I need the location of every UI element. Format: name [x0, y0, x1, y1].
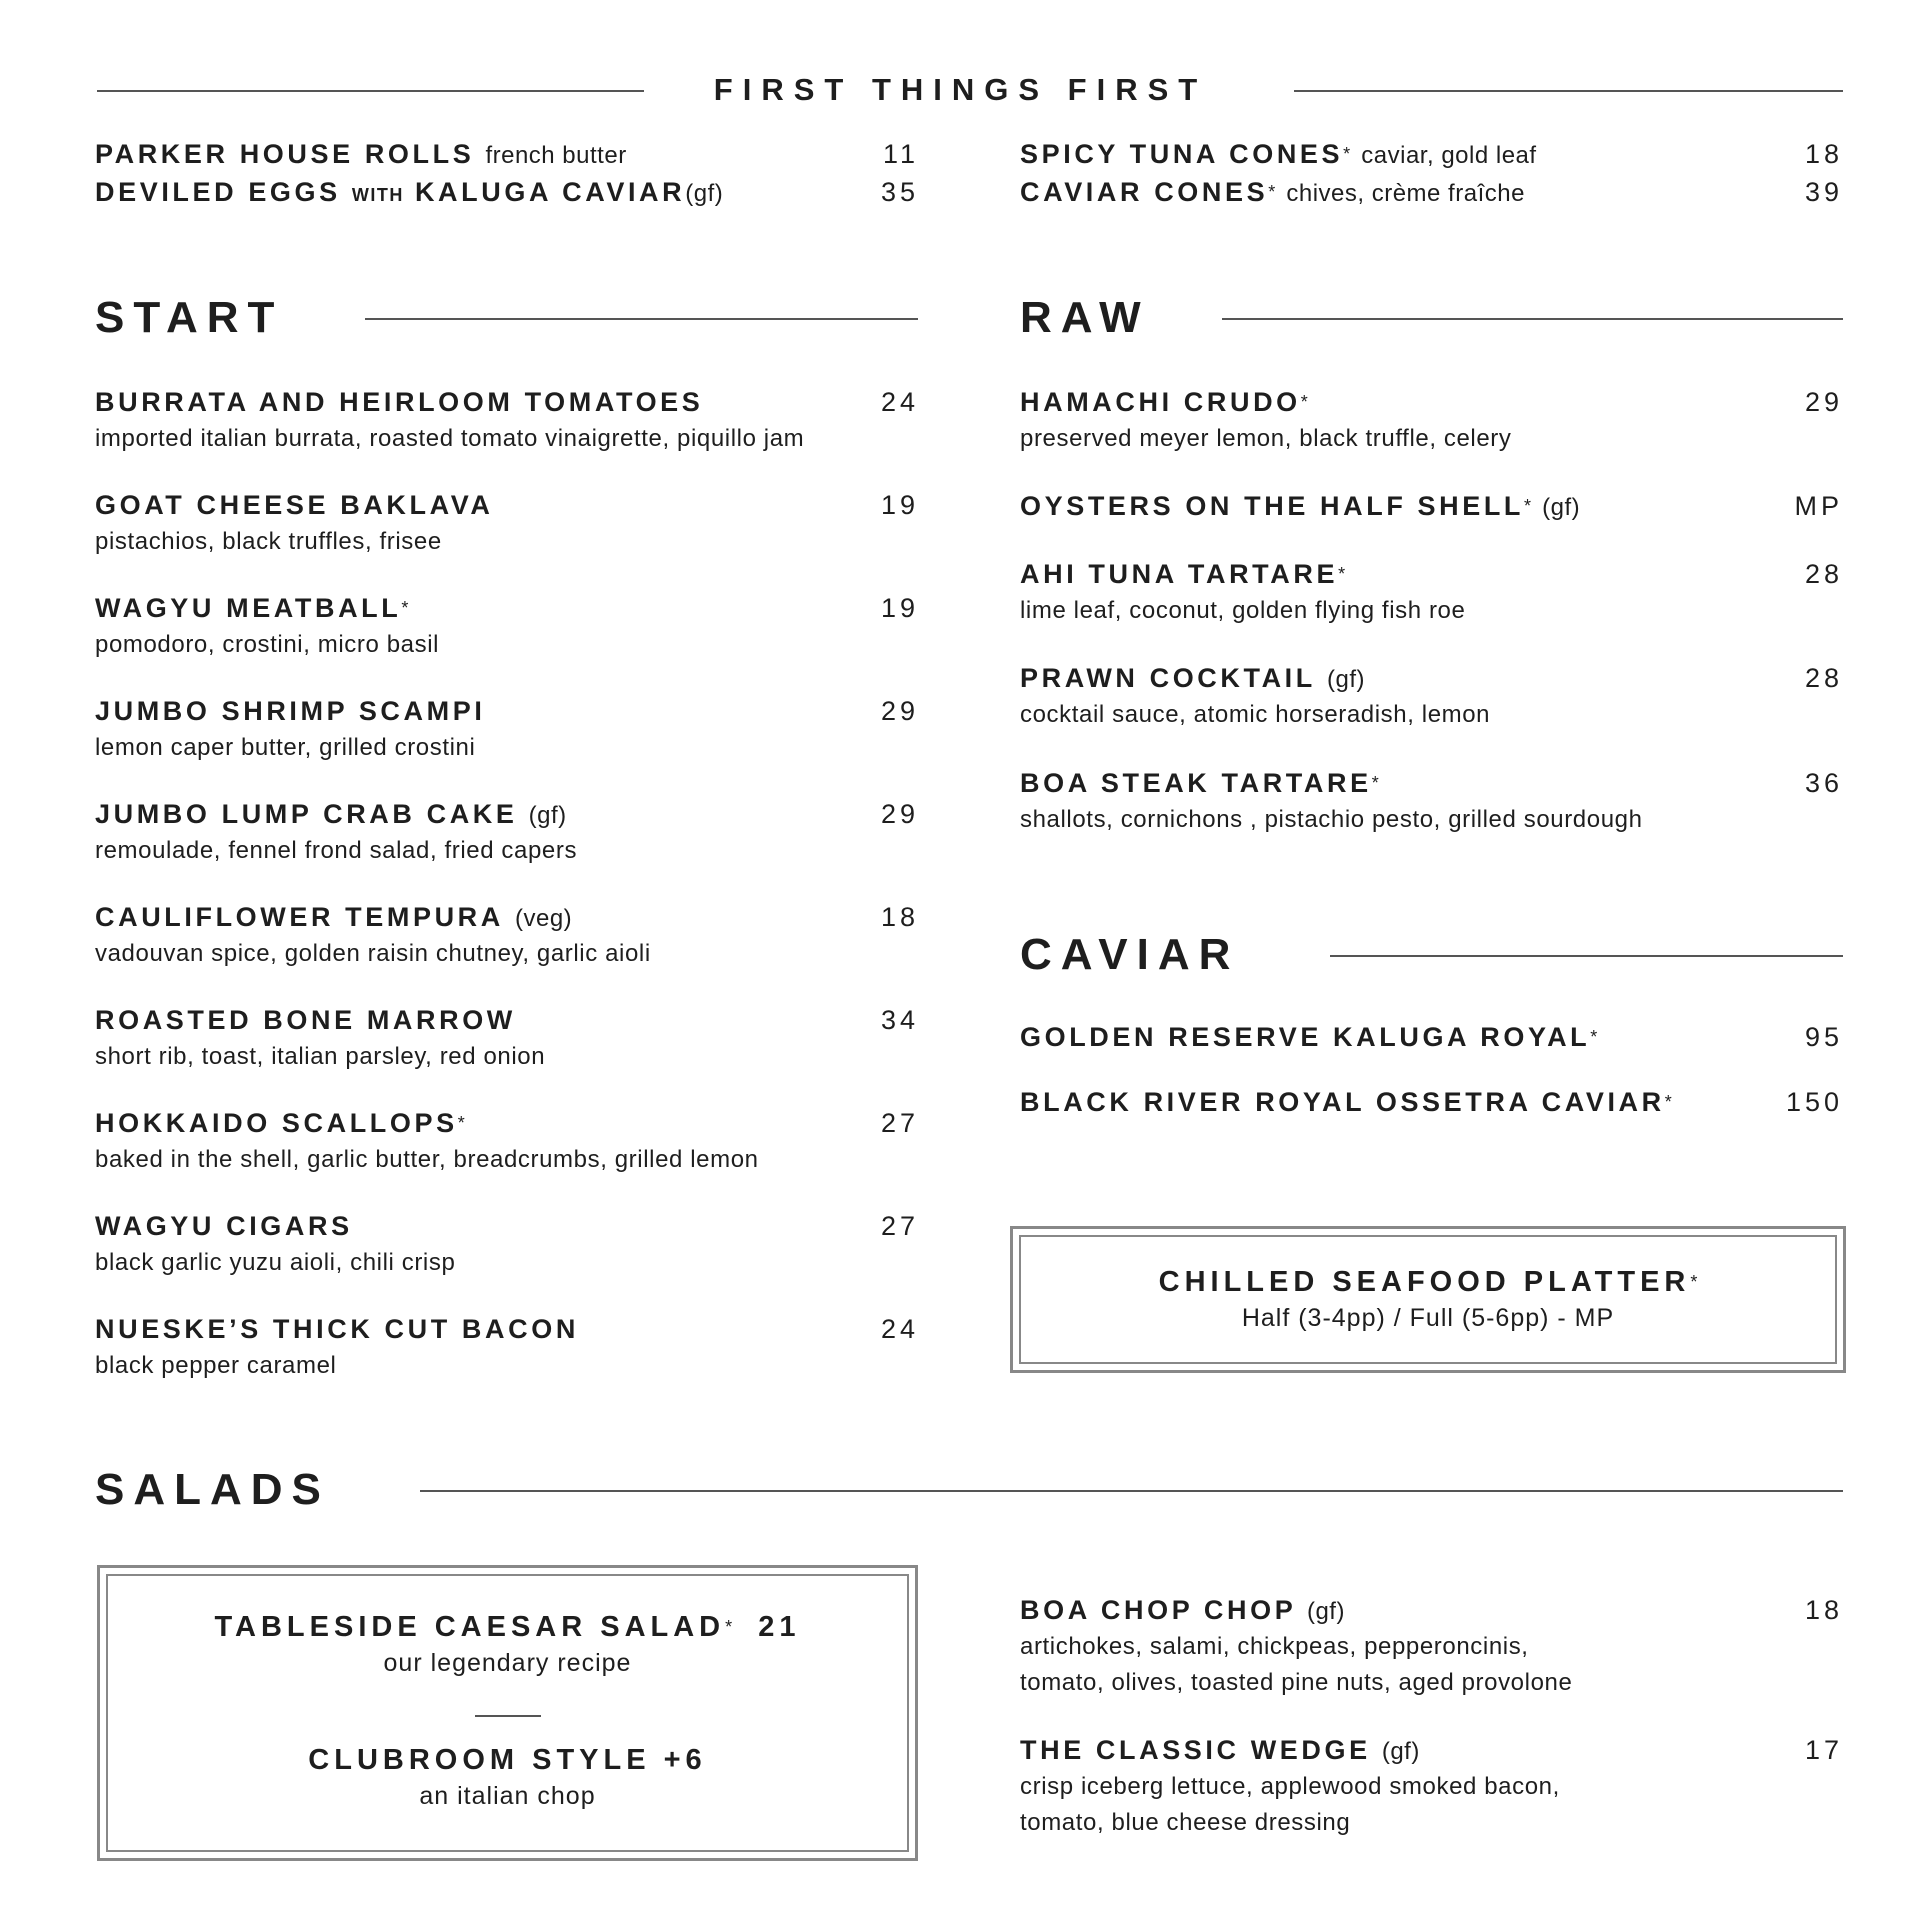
item-name: CAULIFLOWER TEMPURA [95, 902, 504, 932]
item-price: 24 [880, 387, 919, 417]
item-price: MP [1794, 491, 1843, 521]
menu-item-boa-steak-tartare [1020, 766, 1643, 838]
item-name: AHI TUNA TARTARE [1020, 559, 1339, 589]
item-price: 27 [880, 1108, 919, 1138]
item-description: lime leaf, coconut, golden flying fish roe [1020, 597, 1466, 624]
item-name: BLACK RIVER ROYAL OSSETRA CAVIAR [1020, 1087, 1665, 1117]
asterisk: * [457, 1113, 465, 1133]
item-name: SPICY TUNA CONES [1020, 139, 1344, 169]
menu-item-golden-reserve-kaluga [1020, 1020, 1597, 1054]
menu-item-wagyu-cigars [95, 1209, 455, 1281]
item-price: 18 [1804, 1595, 1843, 1625]
item-note: chives, crème fraîche [1286, 180, 1525, 207]
item-name: THE CLASSIC WEDGE [1020, 1735, 1371, 1765]
item-note: (gf) [1542, 494, 1581, 521]
caesar-salad-box [97, 1565, 918, 1861]
caesar-subtitle: our legendary recipe [383, 1649, 632, 1677]
menu-item-deviled-eggs [95, 175, 723, 212]
asterisk: * [1268, 182, 1276, 202]
item-note: (gf) [1381, 1738, 1420, 1765]
menu-item-prawn-cocktail [1020, 661, 1490, 733]
item-description: preserved meyer lemon, black truffle, celery [1020, 425, 1512, 452]
item-name: HAMACHI CRUDO [1020, 387, 1301, 417]
caesar-title: TABLESIDE CAESAR SALAD [214, 1611, 726, 1643]
item-price: 29 [880, 696, 919, 726]
item-name: OYSTERS ON THE HALF SHELL [1020, 491, 1525, 521]
item-description: black pepper caramel [95, 1352, 337, 1379]
menu-item-jumbo-lump-crab-cake [95, 797, 577, 869]
menu-item-hokkaido-scallops [95, 1106, 759, 1178]
platter-subtitle: Half (3-4pp) / Full (5-6pp) - MP [1241, 1304, 1615, 1332]
item-price: 29 [880, 799, 919, 829]
item-price: 34 [880, 1005, 919, 1035]
item-description: tomato, olives, toasted pine nuts, aged provolone [1020, 1669, 1573, 1696]
item-name: BURRATA AND HEIRLOOM TOMATOES [95, 387, 704, 417]
item-price: 19 [880, 593, 919, 623]
item-price: 27 [880, 1211, 919, 1241]
item-description: pomodoro, crostini, micro basil [95, 631, 440, 658]
item-price: 35 [880, 177, 919, 207]
menu-item-caviar-cones [1020, 175, 1525, 211]
section-title-first-things-first: FIRST THINGS FIRST [713, 72, 1208, 107]
item-price: 95 [1804, 1022, 1843, 1052]
item-description: baked in the shell, garlic butter, breadcrumbs, grilled lemon [95, 1146, 759, 1173]
divider-rule [420, 1490, 1843, 1492]
asterisk: * [1343, 144, 1351, 164]
platter-title: CHILLED SEAFOOD PLATTER [1158, 1266, 1691, 1298]
asterisk: * [1664, 1092, 1672, 1112]
item-note: (gf) [1306, 1598, 1345, 1625]
item-name: HOKKAIDO SCALLOPS [95, 1108, 458, 1138]
item-price: 18 [880, 902, 919, 932]
divider-rule [1330, 955, 1843, 957]
menu-item-cauliflower-tempura [95, 900, 651, 972]
menu-item-black-river-ossetra [1020, 1085, 1672, 1119]
menu-item-roasted-bone-marrow [95, 1003, 545, 1075]
item-name: JUMBO LUMP CRAB CAKE [95, 799, 518, 829]
item-price: 18 [1804, 139, 1843, 169]
item-name: ROASTED BONE MARROW [95, 1005, 516, 1035]
asterisk: * [1338, 564, 1346, 584]
item-description: lemon caper butter, grilled crostini [95, 734, 476, 761]
menu-item-burrata [95, 385, 804, 457]
item-description: pistachios, black truffles, frisee [95, 528, 442, 555]
menu-item-ahi-tuna-tartare [1020, 557, 1465, 629]
asterisk: * [1590, 1027, 1598, 1047]
item-note: (gf) [1327, 666, 1365, 693]
section-title-start: START [95, 293, 284, 342]
item-price: 11 [882, 139, 919, 169]
item-description: cocktail sauce, atomic horseradish, lemon [1020, 701, 1491, 728]
item-note: (gf) [685, 180, 724, 207]
item-name: WAGYU MEATBALL [95, 593, 402, 623]
item-name: NUESKE’S THICK CUT BACON [95, 1314, 579, 1344]
menu-item-classic-wedge [1020, 1733, 1560, 1841]
item-name: JUMBO SHRIMP SCAMPI [95, 696, 486, 726]
item-name: WAGYU CIGARS [95, 1211, 353, 1241]
item-note: french butter [485, 142, 627, 169]
menu-item-hamachi-crudo [1020, 385, 1511, 457]
item-note: (gf) [528, 802, 567, 829]
clubroom-title: CLUBROOM STYLE +6 [308, 1744, 707, 1776]
asterisk: * [1524, 496, 1532, 516]
menu-item-wagyu-meatball [95, 591, 439, 663]
item-price: 17 [1804, 1735, 1843, 1765]
item-note: caviar, gold leaf [1361, 142, 1537, 169]
menu-item-spicy-tuna-cones [1020, 137, 1537, 173]
item-name: KALUGA CAVIAR [414, 177, 686, 207]
item-description: remoulade, fennel frond salad, fried capers [95, 837, 578, 864]
item-name: BOA STEAK TARTARE [1020, 768, 1372, 798]
menu-item-goat-cheese-baklava [95, 488, 493, 560]
section-title-raw: RAW [1020, 293, 1150, 342]
item-price: 29 [1804, 387, 1843, 417]
asterisk: * [1371, 773, 1379, 793]
item-price: 150 [1785, 1087, 1843, 1117]
item-description: tomato, blue cheese dressing [1020, 1809, 1351, 1836]
item-name: BOA CHOP CHOP [1020, 1595, 1296, 1625]
asterisk: * [725, 1617, 733, 1637]
menu-item-jumbo-shrimp-scampi [95, 694, 485, 766]
item-name-connector: WITH [351, 185, 404, 205]
item-price: 28 [1804, 663, 1843, 693]
menu-item-nueskes-bacon [95, 1312, 579, 1384]
item-description: short rib, toast, italian parsley, red onion [95, 1043, 546, 1070]
box-divider [475, 1715, 541, 1717]
item-name: PRAWN COCKTAIL [1020, 663, 1316, 693]
menu-item-oysters [1020, 489, 1580, 525]
item-price: 36 [1804, 768, 1843, 798]
clubroom-subtitle: an italian chop [419, 1782, 596, 1810]
item-name: CAVIAR CONES [1020, 177, 1269, 207]
item-description: artichokes, salami, chickpeas, pepperoncinis, [1020, 1633, 1529, 1660]
item-price: 19 [880, 490, 919, 520]
item-description: vadouvan spice, golden raisin chutney, garlic aioli [95, 940, 651, 967]
item-description: shallots, cornichons , pistachio pesto, grilled sourdough [1020, 806, 1643, 833]
item-description: black garlic yuzu aioli, chili crisp [95, 1249, 456, 1276]
item-note: (veg) [514, 905, 573, 932]
item-name: GOAT CHEESE BAKLAVA [95, 490, 494, 520]
caesar-price: 21 [758, 1611, 801, 1643]
divider-rule [365, 318, 918, 320]
asterisk: * [1690, 1272, 1698, 1292]
section-title-caviar: CAVIAR [1020, 930, 1240, 979]
item-price: 24 [880, 1314, 919, 1344]
divider-rule [1222, 318, 1843, 320]
asterisk: * [401, 598, 409, 618]
asterisk: * [1300, 392, 1308, 412]
item-description: imported italian burrata, roasted tomato vinaigrette, piquillo jam [95, 425, 805, 452]
section-title-salads: SALADS [95, 1465, 330, 1514]
item-price: 28 [1804, 559, 1843, 589]
seafood-platter-box [1010, 1226, 1846, 1373]
menu-item-parker-house-rolls [95, 137, 627, 173]
item-description: crisp iceberg lettuce, applewood smoked bacon, [1020, 1773, 1560, 1800]
item-name: GOLDEN RESERVE KALUGA ROYAL [1020, 1022, 1591, 1052]
item-name: PARKER HOUSE ROLLS [95, 139, 475, 169]
menu-item-boa-chop-chop [1020, 1593, 1572, 1701]
item-name: DEVILED EGGS [95, 177, 341, 207]
item-price: 39 [1804, 177, 1843, 207]
